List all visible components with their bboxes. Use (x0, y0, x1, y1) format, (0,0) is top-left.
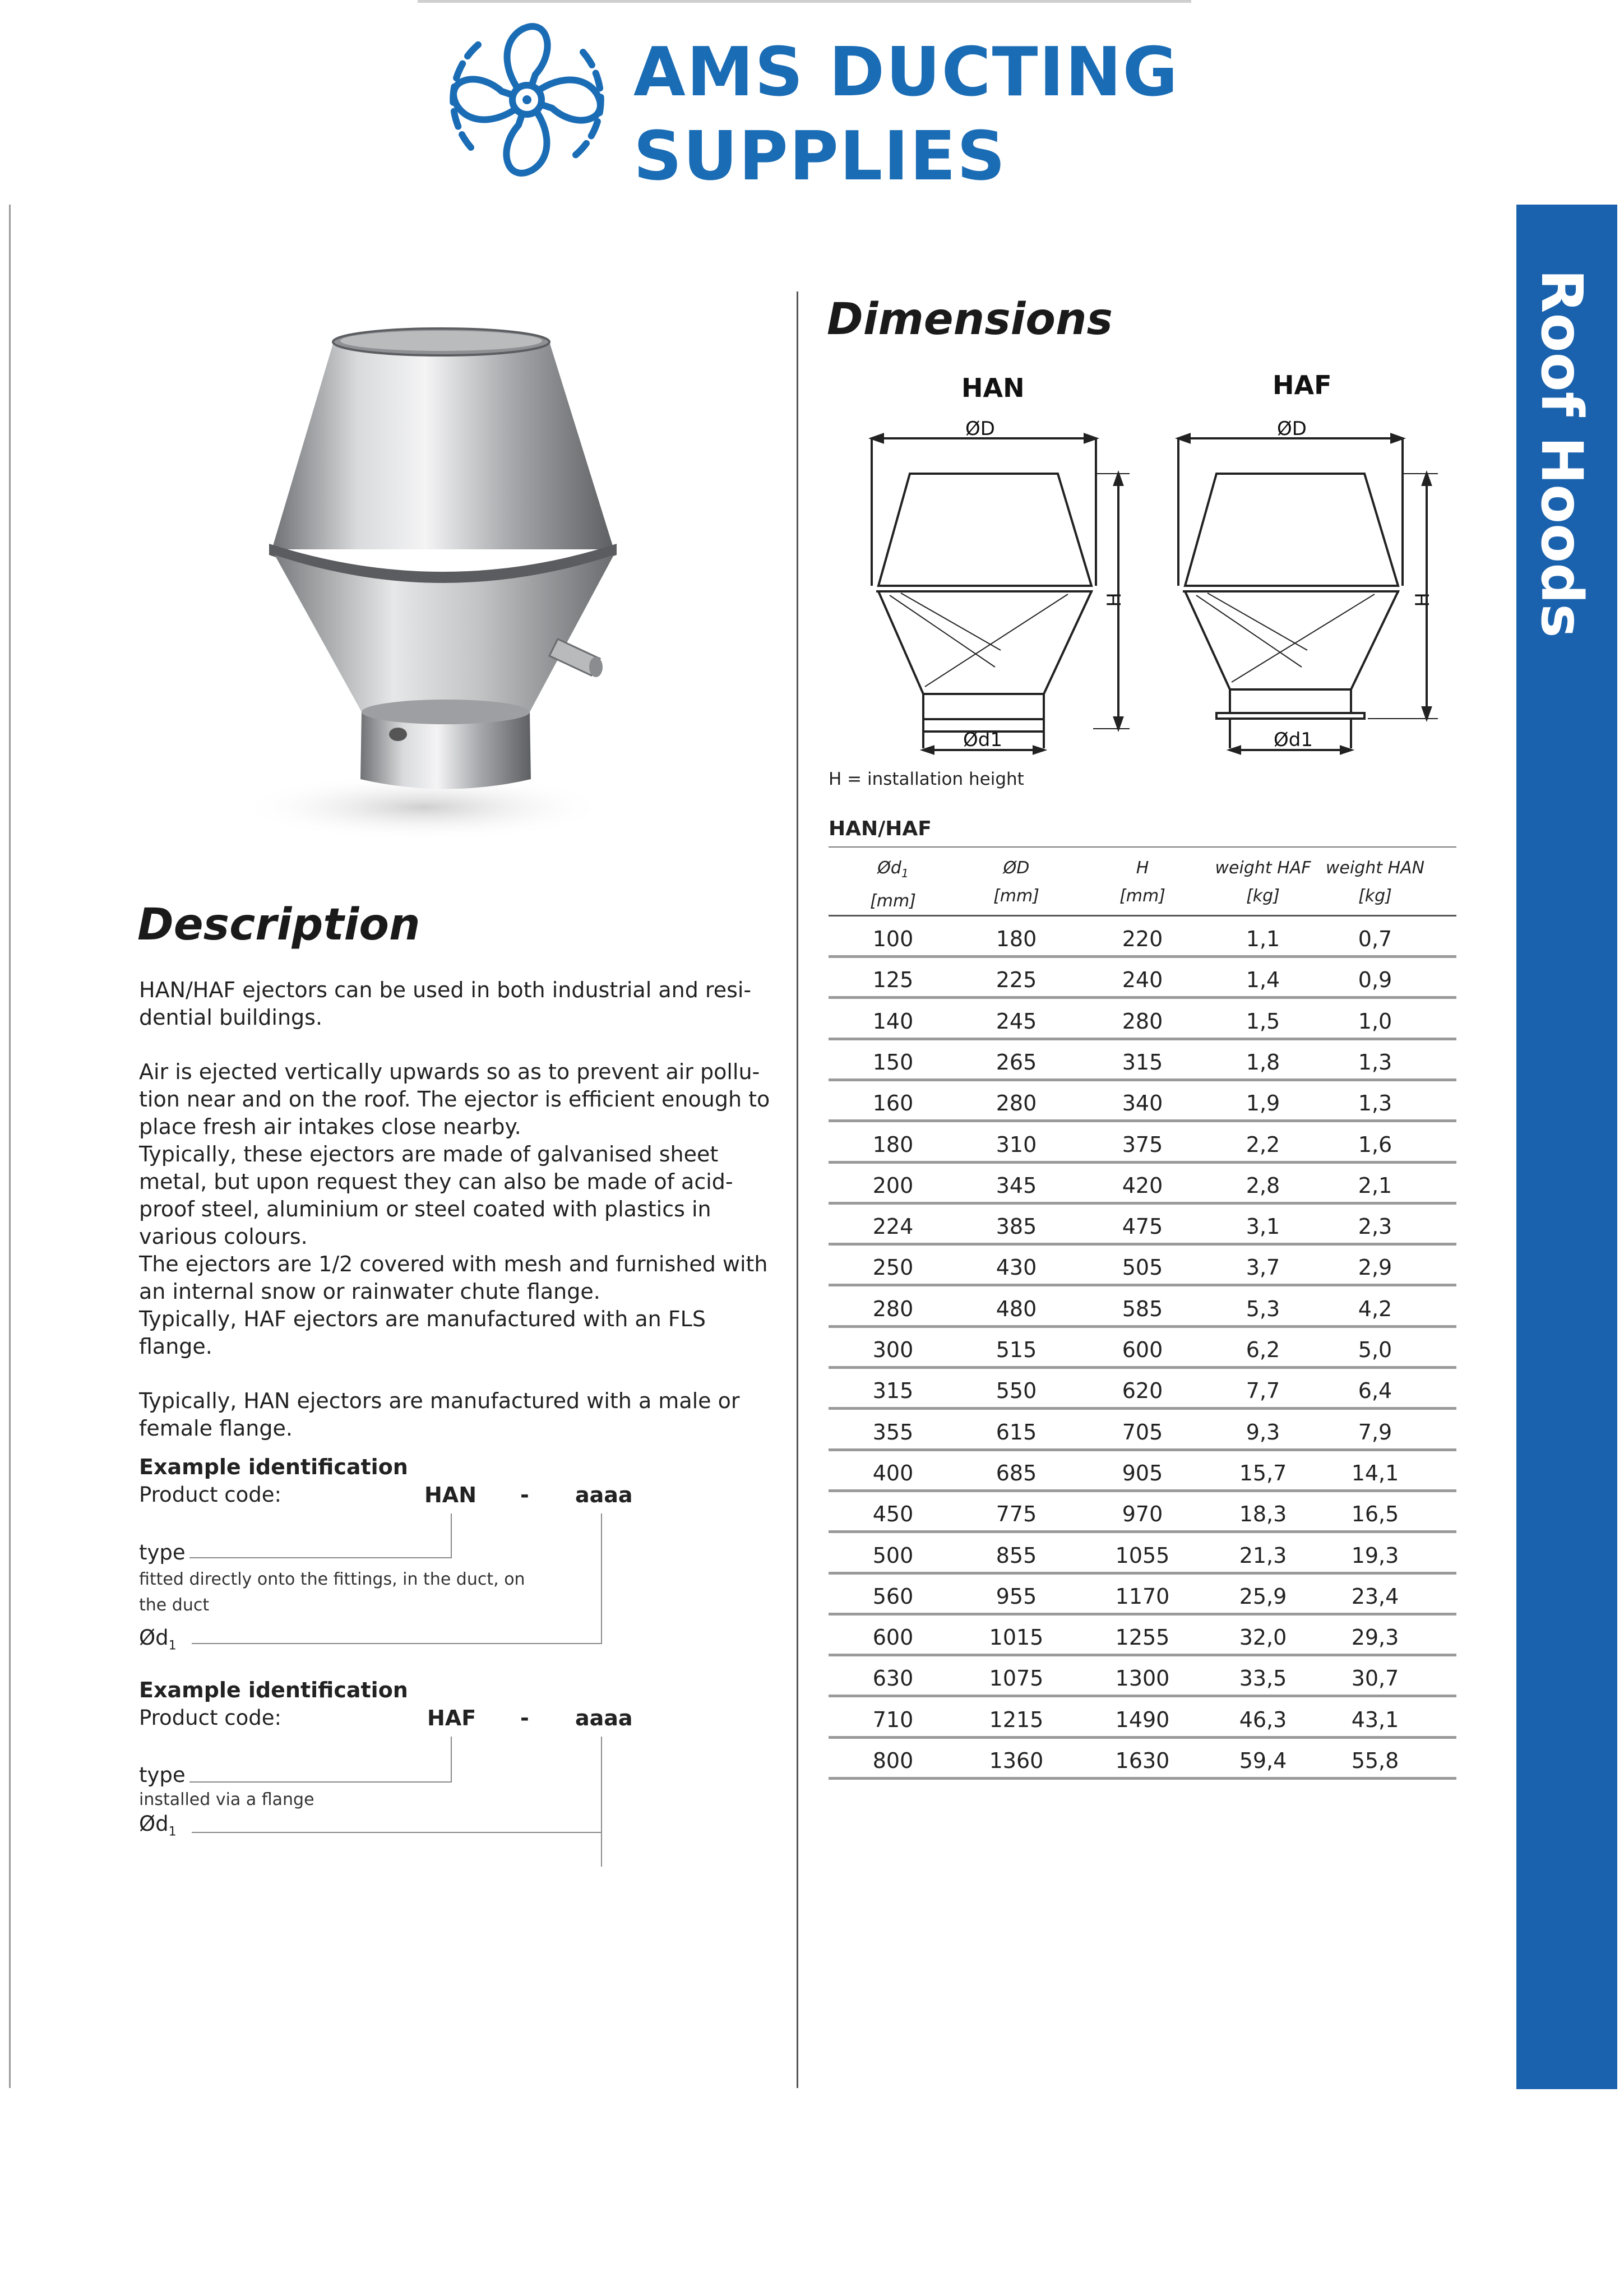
table-caption: HAN/HAF (829, 817, 932, 840)
table-cell: 1055 (1115, 1543, 1170, 1568)
diameter-symbol: Ød (139, 1812, 169, 1836)
table-cell: 400 (872, 1460, 914, 1485)
table-row (829, 916, 1456, 958)
table-cell: 19,3 (1351, 1543, 1399, 1568)
table-row (829, 1040, 1456, 1081)
table-cell: 2,3 (1358, 1214, 1392, 1239)
diameter-label (139, 1626, 177, 1652)
table-cell: 140 (872, 1008, 914, 1034)
table-cell: 600 (872, 1625, 914, 1650)
table-cell: 6,4 (1358, 1378, 1392, 1404)
leader-line (451, 1737, 452, 1783)
table-cell: 480 (996, 1296, 1037, 1321)
table-cell: 420 (1122, 1173, 1163, 1198)
outer-diameter-label: ØD (965, 418, 995, 440)
table-cell: 620 (1122, 1378, 1163, 1404)
table-cell: 5,3 (1246, 1296, 1280, 1321)
table-cell: 970 (1122, 1502, 1163, 1527)
category-title-wrap (1516, 205, 1617, 709)
table-row (829, 1286, 1456, 1328)
table-cell: 1490 (1115, 1707, 1170, 1732)
dimensions-heading: Dimensions (827, 294, 1113, 345)
type-label: type (139, 1540, 186, 1564)
table-cell: 180 (872, 1132, 914, 1157)
table-cell: 250 (872, 1255, 914, 1280)
table-row (829, 1368, 1456, 1410)
example-title: Example identification (139, 1678, 408, 1702)
table-row (829, 1245, 1456, 1286)
outer-diameter-label: ØD (1277, 418, 1307, 440)
table-cell: 21,3 (1239, 1543, 1287, 1568)
table-row (829, 1656, 1456, 1697)
table-row (829, 1451, 1456, 1492)
table-cell: 14,1 (1351, 1460, 1399, 1485)
table-cell: 550 (996, 1378, 1037, 1404)
table-cell: 1,4 (1246, 968, 1280, 993)
code-dash: - (520, 1706, 529, 1730)
table-cell: 0,7 (1358, 927, 1392, 951)
table-row (829, 1081, 1456, 1122)
inner-diameter-label: Ød1 (963, 729, 1002, 751)
inner-diameter-label: Ød1 (1274, 729, 1313, 751)
table-cell: 1,5 (1246, 1008, 1280, 1034)
description-heading: Description (137, 900, 420, 950)
table-cell: 4,2 (1358, 1296, 1392, 1321)
table-cell: 1,8 (1246, 1049, 1280, 1075)
leader-line (192, 1643, 602, 1644)
table-cell: 600 (1122, 1337, 1163, 1362)
table-header-cell: weight HAF [kg] (1215, 858, 1311, 906)
table-cell: 710 (872, 1707, 914, 1732)
left-margin-rule (9, 205, 11, 2088)
table-cell: 1300 (1115, 1666, 1170, 1691)
height-label: H (1411, 592, 1434, 607)
table-header-cell: $Ød_1$ [mm] (870, 858, 916, 911)
fan-logo-icon (437, 10, 617, 189)
description-paragraph: The ejectors are 1/2 covered with mesh and furnished with an internal snow or rainwater chute flange. (139, 1252, 768, 1304)
table-cell: 1,1 (1246, 927, 1280, 951)
leader-line (189, 1557, 452, 1558)
table-cell: 2,9 (1358, 1255, 1392, 1280)
table-cell: 500 (872, 1543, 914, 1568)
table-cell: 100 (872, 927, 914, 951)
table-cell: 2,1 (1358, 1173, 1392, 1198)
diameter-symbol: Ød (139, 1626, 169, 1650)
table-cell: 30,7 (1351, 1666, 1399, 1691)
table-header-cell: H [mm] (1119, 858, 1165, 906)
table-cell: 16,5 (1351, 1502, 1399, 1527)
table-cell: 240 (1122, 968, 1163, 993)
table-cell: 1,6 (1358, 1132, 1392, 1157)
code-suffix: aaaa (575, 1706, 633, 1730)
table-cell: 245 (996, 1008, 1037, 1034)
table-top-rule (829, 846, 1456, 848)
table-row (829, 1738, 1456, 1780)
table-cell: 150 (872, 1049, 914, 1075)
type-label: type (139, 1763, 186, 1787)
diameter-subscript: 1 (168, 1638, 177, 1653)
table-row (829, 1204, 1456, 1246)
category-title: Roof Hoods (1528, 269, 1595, 638)
description-paragraph: Typically, HAN ejectors are manufactured with a male or female flange. (139, 1388, 740, 1441)
leader-line (189, 1781, 452, 1783)
table-cell: 9,3 (1246, 1419, 1280, 1445)
table-cell: 3,7 (1246, 1255, 1280, 1280)
table-cell: 315 (872, 1378, 914, 1404)
table-cell: 33,5 (1239, 1666, 1287, 1691)
brand-name (633, 31, 1179, 199)
roof-hood-photo (132, 286, 704, 852)
row-rule (829, 1777, 1456, 1780)
table-cell: 1,9 (1246, 1091, 1280, 1116)
installation-height-note: H = installation height (829, 769, 1024, 789)
table-cell: 800 (872, 1748, 914, 1773)
table-cell: 23,4 (1351, 1584, 1399, 1609)
type-note: fitted directly onto the fittings, in the duct, on the duct (139, 1570, 525, 1615)
table-cell: 280 (1122, 1008, 1163, 1034)
leader-line (192, 1832, 602, 1833)
table-cell: 375 (1122, 1132, 1163, 1157)
table-row (829, 1615, 1456, 1656)
table-cell: 300 (872, 1337, 914, 1362)
table-row (829, 1697, 1456, 1739)
table-cell: 560 (872, 1584, 914, 1609)
table-cell: 0,9 (1358, 968, 1392, 993)
table-cell: 355 (872, 1419, 914, 1445)
table-cell: 220 (1122, 927, 1163, 951)
table-cell: 180 (996, 927, 1037, 951)
table-cell: 1630 (1115, 1748, 1170, 1773)
table-cell: 25,9 (1239, 1584, 1287, 1609)
table-cell: 225 (996, 968, 1037, 993)
code-suffix: aaaa (575, 1483, 633, 1507)
table-cell: 585 (1122, 1296, 1163, 1321)
table-cell: 855 (996, 1543, 1037, 1568)
table-cell: 29,3 (1351, 1625, 1399, 1650)
table-cell: 46,3 (1239, 1707, 1287, 1732)
table-row (829, 1410, 1456, 1451)
table-cell: 15,7 (1239, 1460, 1287, 1485)
table-cell: 505 (1122, 1255, 1163, 1280)
table-cell: 1015 (989, 1625, 1044, 1650)
column-divider (797, 291, 798, 2088)
table-cell: 280 (996, 1091, 1037, 1116)
product-code: HAN (424, 1483, 477, 1507)
table-row (829, 957, 1456, 999)
table-cell: 1215 (989, 1707, 1044, 1732)
table-cell: 450 (872, 1502, 914, 1527)
table-cell: 18,3 (1239, 1502, 1287, 1527)
description-paragraph: Typically, HAF ejectors are manufactured with an FLS flange. (139, 1307, 706, 1359)
table-cell: 125 (872, 968, 914, 993)
drawing-title-han: HAN (961, 373, 1025, 403)
table-cell: 1255 (1115, 1625, 1170, 1650)
table-cell: 43,1 (1351, 1707, 1399, 1732)
height-label: H (1103, 592, 1126, 607)
description-paragraph: Typically, these ejectors are made of galvanised sheet metal, but upon request they can also be made of acid-proof steel, aluminium or steel coated with plastics in various colours. (139, 1142, 733, 1249)
table-cell: 775 (996, 1502, 1037, 1527)
table-cell: 59,4 (1239, 1748, 1287, 1773)
description-body (139, 976, 778, 1442)
table-cell: 475 (1122, 1214, 1163, 1239)
leader-line (601, 1737, 602, 1867)
table-cell: 5,0 (1358, 1337, 1392, 1362)
example-title: Example identification (139, 1455, 408, 1479)
table-cell: 1,0 (1358, 1008, 1392, 1034)
table-cell: 265 (996, 1049, 1037, 1075)
leader-line (601, 1513, 602, 1644)
table-cell: 2,2 (1246, 1132, 1280, 1157)
table-cell: 385 (996, 1214, 1037, 1239)
table-row (829, 1492, 1456, 1533)
table-cell: 310 (996, 1132, 1037, 1157)
top-rule (418, 0, 1191, 3)
description-paragraph: HAN/HAF ejectors can be used in both industrial and resi-dential buildings. (139, 978, 752, 1030)
table-cell: 1,3 (1358, 1049, 1392, 1075)
table-cell: 1360 (989, 1748, 1044, 1773)
table-cell: 1170 (1115, 1584, 1170, 1609)
table-header-cell: ØD [mm] (993, 858, 1039, 906)
table-header-cell: weight HAN [kg] (1325, 858, 1425, 906)
leader-line (451, 1513, 452, 1558)
table-cell: 200 (872, 1173, 914, 1198)
brand-line-1: AMS DUCTING (633, 34, 1179, 112)
table-cell: 55,8 (1351, 1748, 1399, 1773)
table-cell: 685 (996, 1460, 1037, 1485)
table-row (829, 999, 1456, 1040)
type-note: installed via a flange (139, 1790, 314, 1809)
product-code: HAF (427, 1706, 476, 1730)
table-cell: 430 (996, 1255, 1037, 1280)
table-cell: 905 (1122, 1460, 1163, 1485)
haf-dimension-drawing (1172, 426, 1452, 757)
description-paragraph: Air is ejected vertically upwards so as to prevent air pollu-tion near and on the roof. The ejector is efficient enough to place fresh air intakes close nearby. (139, 1059, 770, 1139)
table-cell: 160 (872, 1091, 914, 1116)
table-cell: 955 (996, 1584, 1037, 1609)
table-cell: 615 (996, 1419, 1037, 1445)
table-cell: 2,8 (1246, 1173, 1280, 1198)
table-cell: 7,9 (1358, 1419, 1392, 1445)
table-cell: 6,2 (1246, 1337, 1280, 1362)
table-cell: 7,7 (1246, 1378, 1280, 1404)
table-cell: 705 (1122, 1419, 1163, 1445)
table-cell: 280 (872, 1296, 914, 1321)
table-cell: 345 (996, 1173, 1037, 1198)
han-dimension-drawing (860, 426, 1141, 757)
drawing-title-haf: HAF (1273, 370, 1332, 400)
table-row (829, 1122, 1456, 1164)
table-row (829, 1574, 1456, 1615)
brand-line-2: SUPPLIES (633, 118, 1007, 196)
table-row (829, 1533, 1456, 1575)
table-row (829, 1327, 1456, 1369)
table-cell: 1075 (989, 1666, 1044, 1691)
table-cell: 3,1 (1246, 1214, 1280, 1239)
product-code-label: Product code: (139, 1483, 281, 1507)
code-dash: - (520, 1483, 529, 1507)
table-row (829, 1163, 1456, 1205)
table-cell: 515 (996, 1337, 1037, 1362)
table-cell: 32,0 (1239, 1625, 1287, 1650)
diameter-subscript: 1 (168, 1825, 177, 1839)
table-cell: 630 (872, 1666, 914, 1691)
diameter-label (139, 1812, 177, 1839)
table-cell: 224 (872, 1214, 914, 1239)
table-cell: 315 (1122, 1049, 1163, 1075)
table-cell: 1,3 (1358, 1091, 1392, 1116)
table-cell: 340 (1122, 1091, 1163, 1116)
product-code-label: Product code: (139, 1706, 281, 1730)
